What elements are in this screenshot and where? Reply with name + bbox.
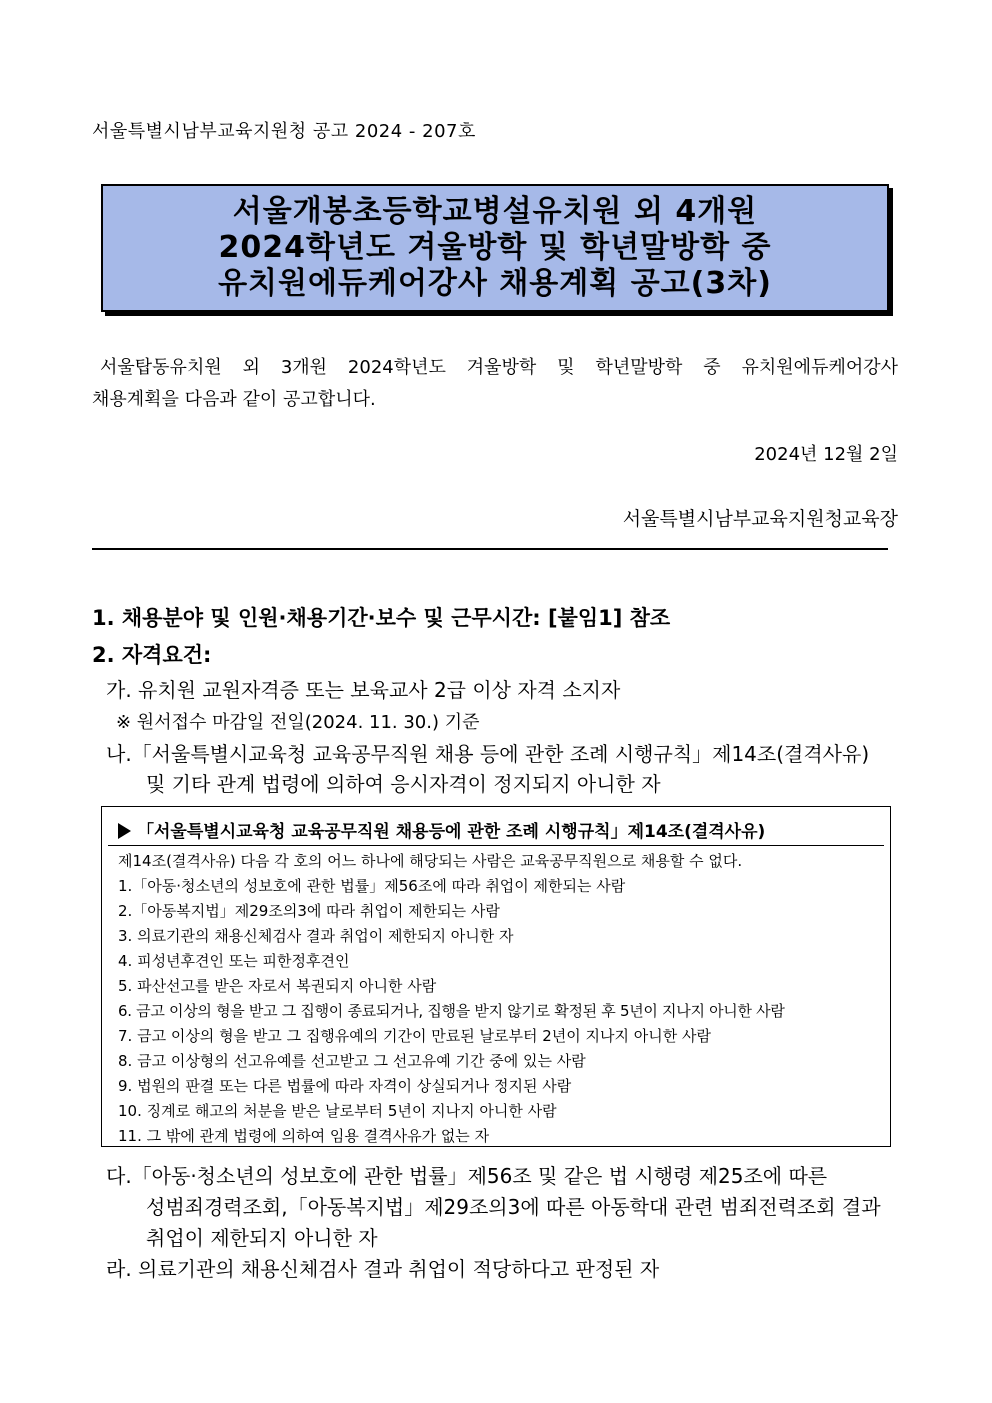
title-line-3: 유치원에듀케어강사 채용계획 공고(3차) <box>218 266 772 301</box>
intro-line-1: 서울탑동유치원 외 3개원 2024학년도 겨울방학 및 학년말방학 중 유치원에듀케어강사 <box>100 357 898 378</box>
law-box-title-text: 「서울특별시교육청 교육공무직원 채용등에 관한 조례 시행규칙」제14조(결격사유) <box>137 822 766 842</box>
section-2-heading: 2. 자격요건: <box>92 643 212 667</box>
divider <box>92 548 888 550</box>
law-intro: 제14조(결격사유) 다음 각 호의 어느 하나에 해당되는 사람은 교육공무직원으로 채용할 수 없다. <box>118 852 743 870</box>
law-item: 8. 금고 이상형의 선고유예를 선고받고 그 선고유예 기간 중에 있는 사람 <box>118 1052 586 1070</box>
law-box-title <box>118 817 765 842</box>
law-excerpt-box <box>101 806 891 1147</box>
requirement-ra: 라. 의료기관의 채용신체검사 결과 취업이 적당하다고 판정된 자 <box>106 1257 660 1281</box>
requirement-da-line-1: 다.「아동·청소년의 성보호에 관한 법률」제56조 및 같은 법 시행령 제25조에 따른 <box>106 1164 828 1188</box>
requirement-na-line-1: 나.「서울특별시교육청 교육공무직원 채용 등에 관한 조례 시행규칙」제14조(결격사유) <box>106 742 870 766</box>
title-box <box>101 184 889 312</box>
law-item: 2.「아동복지법」제29조의3에 따라 취업이 제한되는 사람 <box>118 902 500 920</box>
requirement-na-line-2: 및 기타 관계 법령에 의하여 응시자격이 정지되지 아니한 자 <box>146 772 661 796</box>
law-item: 5. 파산선고를 받은 자로서 복권되지 아니한 사람 <box>118 977 437 995</box>
requirement-ga: 가. 유치원 교원자격증 또는 보육교사 2급 이상 자격 소지자 <box>106 678 621 702</box>
law-item: 4. 피성년후견인 또는 피한정후견인 <box>118 952 350 970</box>
notice-date: 2024년 12월 2일 <box>754 444 898 465</box>
title-line-1: 서울개봉초등학교병설유치원 외 4개원 <box>232 194 758 229</box>
intro-paragraph <box>92 352 898 416</box>
law-item: 3. 의료기관의 채용신체검사 결과 취업이 제한되지 아니한 자 <box>118 927 514 945</box>
requirement-ga-note: ※ 원서접수 마감일 전일(2024. 11. 30.) 기준 <box>116 712 480 733</box>
law-list <box>118 849 878 1149</box>
requirement-da-line-3: 취업이 제한되지 아니한 자 <box>146 1226 378 1250</box>
triangle-bullet-icon <box>118 823 131 839</box>
law-item: 6. 금고 이상의 형을 받고 그 집행이 종료되거나, 집행을 받지 않기로 확정된 후 5년이 지나지 아니한 사람 <box>118 1002 785 1020</box>
law-item: 11. 그 밖에 관계 법령에 의하여 임용 결격사유가 없는 자 <box>118 1127 490 1145</box>
notice-number: 서울특별시남부교육지원청 공고 2024 - 207호 <box>92 121 476 142</box>
law-item: 7. 금고 이상의 형을 받고 그 집행유예의 기간이 만료된 날로부터 2년이 지나지 아니한 사람 <box>118 1027 711 1045</box>
requirement-da-line-2: 성범죄경력조회,「아동복지법」제29조의3에 따른 아동학대 관련 범죄전력조회 결과 <box>146 1195 881 1219</box>
law-box-divider <box>108 845 884 846</box>
law-item: 1.「아동·청소년의 성보호에 관한 법률」제56조에 따라 취업이 제한되는 사람 <box>118 877 626 895</box>
law-item: 9. 법원의 판결 또는 다른 법률에 따라 자격이 상실되거나 정지된 사람 <box>118 1077 572 1095</box>
title-line-2: 2024학년도 겨울방학 및 학년말방학 중 <box>218 230 772 265</box>
issuing-authority: 서울특별시남부교육지원청교육장 <box>622 508 898 530</box>
law-item: 10. 징계로 해고의 처분을 받은 날로부터 5년이 지나지 아니한 사람 <box>118 1102 557 1120</box>
intro-line-2: 채용계획을 다음과 같이 공고합니다. <box>92 389 376 410</box>
section-1-heading: 1. 채용분야 및 인원·채용기간·보수 및 근무시간: [붙임1] 참조 <box>92 606 671 630</box>
